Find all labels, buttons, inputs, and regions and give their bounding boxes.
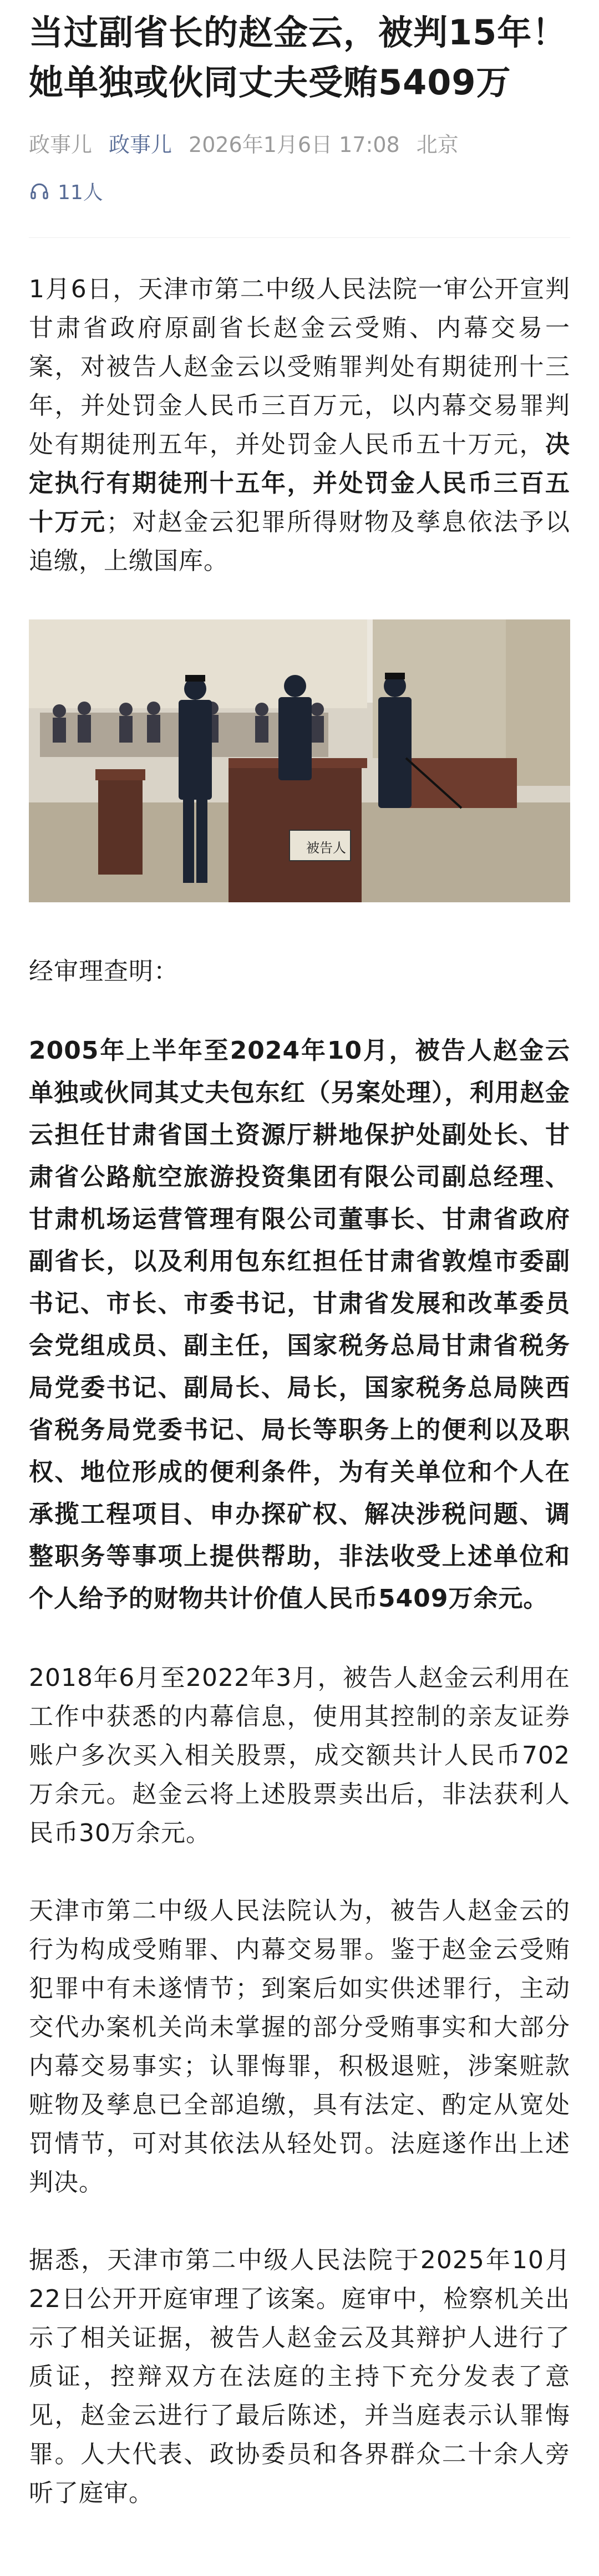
paragraph-insider-trading: 2018年6月至2022年3月，被告人赵金云利用在工作中获悉的内幕信息，使用其控制的亲友证券账户多次买入相关股票，成交额共计人民币702万余元。赵金云将上述股票卖出后，非法获利人民币30万余元。 xyxy=(29,1664,570,1847)
article-title xyxy=(29,8,570,108)
publish-datetime: 2026年1月6日 17:08 xyxy=(189,133,400,157)
article-page xyxy=(0,8,599,2513)
defendant-plaque: 被告人 xyxy=(306,840,346,856)
paragraph-verdict xyxy=(29,270,570,581)
paragraph-trial-info: 据悉，天津市第二中级人民法院于2025年10月22日公开开庭审理了该案。庭审中，检察机关出示了相关证据，被告人赵金云及其辩护人进行了质证，控辩双方在法庭的主持下充分发表了意见，赵金云进行了最后陈述，并当庭表示认罪悔罪。人大代表、政协委员和各界群众二十余人旁听了庭审。 xyxy=(29,2246,570,2507)
paragraph-findings-intro: 经审理查明： xyxy=(29,957,179,985)
listen-count: 11人 xyxy=(58,181,103,204)
paragraph-court-opinion: 天津市第二中级人民法院认为，被告人赵金云的行为构成受贿罪、内幕交易罪。鉴于赵金云受贿犯罪中有未遂情节；到案后如实供述罪行，主动交代办案机关尚未掌握的部分受贿事实和大部分内幕交易事实；认罪悔罪，积极退赃，涉案赃款赃物及孳息已全部追缴，具有法定、酌定从宽处罚情节，可对其依法从轻处罚。法庭遂作出上述判决。 xyxy=(29,1897,570,2197)
paragraph-bribery-facts: 2005年上半年至2024年10月，被告人赵金云单独或伙同其丈夫包东红（另案处理），利用赵金云担任甘肃省国土资源厅耕地保护处副处长、甘肃省公路航空旅游投资集团有限公司副总经理、甘肃机场运营管理有限公司董事长、甘肃省政府副省长，以及利用包东红担任甘肃省敦煌市委副书记、市长、市委书记，甘肃省发展和改革委员会党组成员、副主任，国家税务总局甘肃省税务局党委书记、副局长、局长，国家税务总局陕西省税务局党委书记、局长等职务上的便利以及职权、地位形成的便利条件，为有关单位和个人在承揽工程项目、申办探矿权、解决涉税问题、调整职务等事项上提供帮助，非法收受上述单位和个人给予的财物共计价值人民币5409万余元。 xyxy=(29,1037,570,1613)
title-line-1: 当过副省长的赵金云，被判15年！ xyxy=(29,12,567,53)
publish-location: 北京 xyxy=(416,133,459,157)
verdict-text: 1月6日，天津市第二中级人民法院一审公开宣判甘肃省政府原副省长赵金云受贿、内幕交易一案，对被告人赵金云以受贿罪判处有期徒刑十三年，并处罚金人民币三百万元，以内幕交易罪判处有期徒刑五年，并处罚金人民币五十万元， xyxy=(29,275,570,459)
source-label: 政事儿 xyxy=(29,133,93,157)
header-divider xyxy=(29,237,570,238)
listen-button[interactable] xyxy=(29,177,570,205)
courtroom-illustration xyxy=(29,619,570,902)
headphones-icon xyxy=(29,181,50,202)
verdict-bold: 决定执行有期徒刑十五年，并处罚金人民币三百五十万元 xyxy=(29,430,570,536)
article-meta xyxy=(29,128,570,158)
courtroom-photo xyxy=(29,619,570,902)
title-line-2: 她单独或伙同丈夫受贿5409万 xyxy=(29,62,511,103)
account-link[interactable]: 政事儿 xyxy=(109,133,172,157)
verdict-tail: ；对赵金云犯罪所得财物及孳息依法予以追缴，上缴国库。 xyxy=(29,508,571,575)
